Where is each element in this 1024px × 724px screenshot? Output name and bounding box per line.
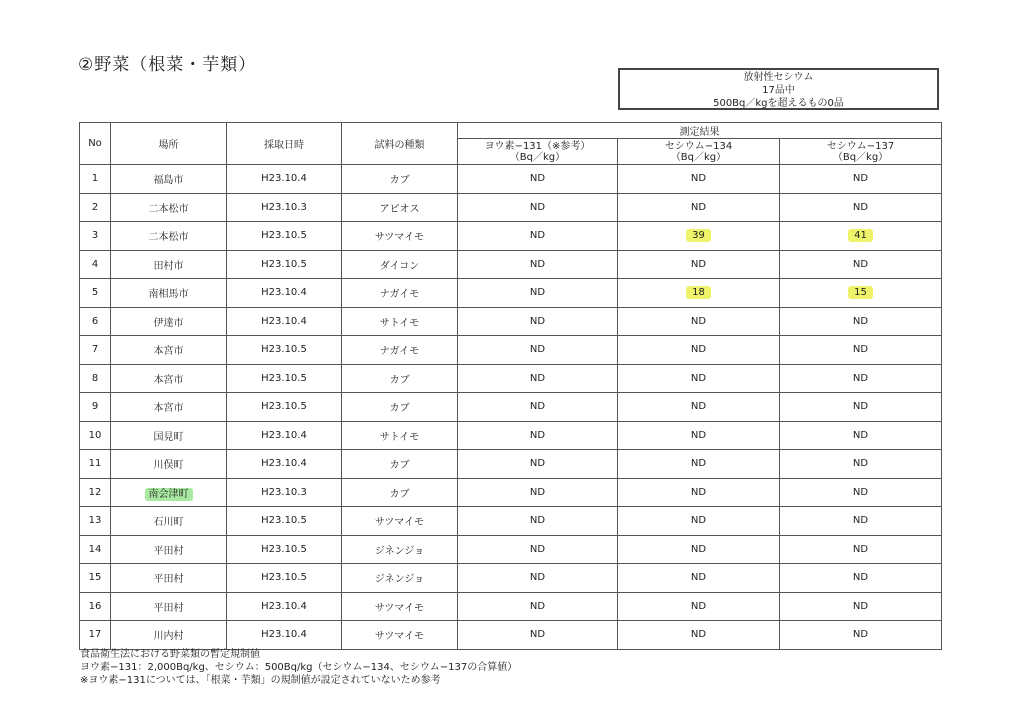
cell-no-value: 10 — [88, 429, 102, 441]
cell-date — [227, 450, 342, 479]
cell-date — [227, 250, 342, 279]
cell-cs137 — [780, 393, 942, 422]
cell-cs134-value: ND — [690, 629, 707, 641]
header-cs134-label: セシウム−134 — [664, 140, 733, 152]
header-i131 — [458, 139, 618, 165]
cell-sample-value: カブ — [389, 488, 410, 500]
cell-sample-value: カブ — [389, 374, 410, 386]
cell-date-value: H23.10.3 — [261, 486, 307, 498]
cell-i131-value: ND — [529, 344, 546, 356]
cell-i131 — [458, 507, 618, 536]
cell-no — [80, 193, 111, 222]
cell-date — [227, 621, 342, 650]
cell-i131-value: ND — [529, 230, 546, 242]
cell-i131 — [458, 222, 618, 251]
cell-sample-value: ダイコン — [379, 260, 420, 272]
cell-cs137-value: ND — [852, 315, 869, 327]
cell-date-value: H23.10.4 — [261, 429, 307, 441]
cell-date — [227, 478, 342, 507]
cell-no-value: 15 — [88, 572, 102, 584]
header-i131-unit: （Bq／kg） — [509, 151, 566, 163]
cell-date — [227, 393, 342, 422]
cell-cs137 — [780, 621, 942, 650]
cell-place — [111, 507, 227, 536]
cell-place-value: 石川町 — [153, 517, 184, 529]
cell-sample — [342, 478, 458, 507]
cell-sample — [342, 307, 458, 336]
cell-i131-value: ND — [529, 572, 546, 584]
cell-cs137-value: ND — [852, 515, 869, 527]
cell-sample-value: アピオス — [379, 203, 420, 215]
cell-date — [227, 279, 342, 308]
cell-date — [227, 364, 342, 393]
cell-i131 — [458, 450, 618, 479]
cell-no — [80, 279, 111, 308]
cell-date-value: H23.10.3 — [261, 201, 307, 213]
cell-cs134 — [618, 193, 780, 222]
cell-cs137 — [780, 592, 942, 621]
cell-cs137-value: ND — [852, 344, 869, 356]
cell-cs137 — [780, 478, 942, 507]
cell-date-value: H23.10.5 — [261, 230, 307, 242]
cell-no — [80, 364, 111, 393]
table-row — [80, 478, 942, 507]
cell-cs134 — [618, 535, 780, 564]
cell-sample-value: サツマイモ — [374, 232, 425, 244]
cell-cs134-value: 18 — [686, 286, 711, 299]
table-row — [80, 564, 942, 593]
cell-place-value: 本宮市 — [153, 374, 184, 386]
cell-i131 — [458, 592, 618, 621]
cell-place — [111, 621, 227, 650]
cell-place-value: 川俣町 — [153, 460, 184, 472]
cell-no — [80, 535, 111, 564]
cell-place-value: 二本松市 — [148, 203, 189, 215]
cell-sample — [342, 250, 458, 279]
header-sample: 試料の種類 — [342, 123, 458, 165]
cell-cs134 — [618, 478, 780, 507]
cell-place — [111, 450, 227, 479]
cell-no-value: 7 — [91, 344, 99, 356]
cell-cs134-value: ND — [690, 344, 707, 356]
cell-i131 — [458, 279, 618, 308]
cell-place-value: 福島市 — [153, 175, 184, 187]
cell-no — [80, 478, 111, 507]
cell-sample-value: サツマイモ — [374, 517, 425, 529]
cell-i131-value: ND — [529, 315, 546, 327]
cell-cs134 — [618, 450, 780, 479]
summary-line-3: 500Bq／kgを超えるもの0品 — [713, 98, 844, 109]
table-row — [80, 364, 942, 393]
header-place: 場所 — [111, 123, 227, 165]
cell-cs134-value: ND — [690, 572, 707, 584]
cell-no-value: 11 — [88, 458, 102, 470]
cell-sample — [342, 592, 458, 621]
cell-place — [111, 393, 227, 422]
cell-cs134 — [618, 592, 780, 621]
cell-i131 — [458, 621, 618, 650]
cell-sample — [342, 421, 458, 450]
table-row — [80, 450, 942, 479]
cell-cs134 — [618, 393, 780, 422]
cell-cs137-value: ND — [852, 372, 869, 384]
cell-cs134-value: ND — [690, 258, 707, 270]
cell-place-value: 南会津町 — [145, 488, 193, 501]
cell-sample — [342, 564, 458, 593]
cell-sample-value: サツマイモ — [374, 602, 425, 614]
cell-sample — [342, 364, 458, 393]
cell-date — [227, 507, 342, 536]
header-cs137 — [780, 139, 942, 165]
results-table-body — [80, 165, 942, 650]
cell-sample-value: ナガイモ — [379, 346, 420, 358]
summary-line-2: 17品中 — [762, 85, 795, 96]
cell-place-value: 二本松市 — [148, 232, 189, 244]
cell-date-value: H23.10.5 — [261, 344, 307, 356]
table-row — [80, 193, 942, 222]
cell-place-value: 国見町 — [153, 431, 184, 443]
cell-cs137 — [780, 165, 942, 194]
cell-place — [111, 364, 227, 393]
cell-no-value: 3 — [91, 230, 99, 242]
cell-cs137-value: ND — [852, 258, 869, 270]
header-cs137-unit: （Bq／kg） — [832, 151, 889, 163]
cell-place-value: 平田村 — [153, 574, 184, 586]
cell-sample-value: カブ — [389, 460, 410, 472]
cell-cs137-value: ND — [852, 572, 869, 584]
cell-no — [80, 564, 111, 593]
cell-no-value: 2 — [91, 201, 99, 213]
cell-date-value: H23.10.5 — [261, 515, 307, 527]
cell-i131-value: ND — [529, 629, 546, 641]
cell-no-value: 8 — [91, 372, 99, 384]
cell-cs137-value: ND — [852, 429, 869, 441]
cell-i131 — [458, 421, 618, 450]
cell-date-value: H23.10.4 — [261, 600, 307, 612]
cell-sample — [342, 535, 458, 564]
cell-sample-value: カブ — [389, 175, 410, 187]
cell-cs134-value: ND — [690, 173, 707, 185]
cell-date-value: H23.10.5 — [261, 543, 307, 555]
cell-cs137-value: 41 — [848, 229, 873, 242]
cell-sample — [342, 336, 458, 365]
cell-cs134 — [618, 364, 780, 393]
cell-cs134 — [618, 336, 780, 365]
cell-i131 — [458, 336, 618, 365]
table-row — [80, 393, 942, 422]
cell-sample-value: サトイモ — [379, 317, 420, 329]
cell-cs134-value: ND — [690, 486, 707, 498]
summary-line-1: 放射性セシウム — [743, 72, 814, 83]
cell-date — [227, 165, 342, 194]
cell-i131 — [458, 307, 618, 336]
cell-place-value: 本宮市 — [153, 403, 184, 415]
cell-i131-value: ND — [529, 600, 546, 612]
cell-cs134-value: ND — [690, 515, 707, 527]
cell-cs134-value: ND — [690, 429, 707, 441]
cell-cs134 — [618, 564, 780, 593]
cell-sample — [342, 450, 458, 479]
cell-date-value: H23.10.4 — [261, 629, 307, 641]
cell-cs137 — [780, 307, 942, 336]
cell-cs137-value: 15 — [848, 286, 873, 299]
cell-cs137 — [780, 564, 942, 593]
cell-cs137 — [780, 364, 942, 393]
cell-place-value: 南相馬市 — [148, 289, 189, 301]
table-row — [80, 307, 942, 336]
cell-i131-value: ND — [529, 287, 546, 299]
cell-sample-value: ジネンジョ — [374, 574, 425, 586]
cell-cs137 — [780, 507, 942, 536]
cell-no — [80, 393, 111, 422]
cell-i131-value: ND — [529, 372, 546, 384]
cell-date — [227, 564, 342, 593]
cell-i131-value: ND — [529, 515, 546, 527]
cell-cs137-value: ND — [852, 629, 869, 641]
cell-cs134 — [618, 250, 780, 279]
cell-no-value: 1 — [91, 173, 99, 185]
cell-i131 — [458, 564, 618, 593]
cell-no-value: 6 — [91, 315, 99, 327]
header-cs134-unit: （Bq／kg） — [670, 151, 727, 163]
cell-date — [227, 336, 342, 365]
page-title: ②野菜（根菜・芋類） — [78, 55, 257, 75]
table-row — [80, 507, 942, 536]
cell-i131 — [458, 364, 618, 393]
summary-box — [618, 68, 939, 110]
cell-cs134-value: ND — [690, 600, 707, 612]
table-row — [80, 621, 942, 650]
cell-cs134 — [618, 279, 780, 308]
cell-cs137 — [780, 193, 942, 222]
cell-place — [111, 478, 227, 507]
cell-cs137 — [780, 279, 942, 308]
cell-sample-value: ジネンジョ — [374, 545, 425, 557]
cell-no — [80, 336, 111, 365]
footnotes — [80, 648, 517, 687]
cell-cs134-value: 39 — [686, 229, 711, 242]
cell-cs134 — [618, 222, 780, 251]
cell-no-value: 17 — [88, 629, 102, 641]
cell-no-value: 9 — [91, 401, 99, 413]
cell-sample-value: カブ — [389, 403, 410, 415]
cell-cs134-value: ND — [690, 458, 707, 470]
cell-place — [111, 592, 227, 621]
cell-i131-value: ND — [529, 401, 546, 413]
cell-no — [80, 621, 111, 650]
cell-place — [111, 336, 227, 365]
table-row — [80, 592, 942, 621]
cell-place — [111, 307, 227, 336]
cell-place — [111, 222, 227, 251]
cell-i131 — [458, 250, 618, 279]
footnote-line-1: 食品衛生法における野菜類の暫定規制値 — [80, 649, 260, 660]
cell-sample — [342, 279, 458, 308]
cell-cs137-value: ND — [852, 486, 869, 498]
cell-cs137 — [780, 336, 942, 365]
cell-i131-value: ND — [529, 458, 546, 470]
cell-cs134-value: ND — [690, 401, 707, 413]
cell-i131 — [458, 393, 618, 422]
cell-sample — [342, 193, 458, 222]
cell-no — [80, 165, 111, 194]
cell-no-value: 12 — [88, 486, 102, 498]
cell-date — [227, 307, 342, 336]
cell-i131-value: ND — [529, 173, 546, 185]
table-row — [80, 250, 942, 279]
cell-sample-value: サトイモ — [379, 431, 420, 443]
cell-place-value: 本宮市 — [153, 346, 184, 358]
header-date: 採取日時 — [227, 123, 342, 165]
cell-sample — [342, 393, 458, 422]
table-row — [80, 279, 942, 308]
cell-place — [111, 564, 227, 593]
cell-date-value: H23.10.4 — [261, 287, 307, 299]
cell-cs137-value: ND — [852, 543, 869, 555]
cell-sample-value: サツマイモ — [374, 631, 425, 643]
cell-place-value: 平田村 — [153, 545, 184, 557]
table-row — [80, 421, 942, 450]
cell-cs134-value: ND — [690, 315, 707, 327]
cell-cs137-value: ND — [852, 600, 869, 612]
cell-date — [227, 193, 342, 222]
cell-i131 — [458, 165, 618, 194]
cell-place-value: 川内村 — [153, 631, 184, 643]
cell-i131 — [458, 193, 618, 222]
cell-place — [111, 421, 227, 450]
cell-sample — [342, 222, 458, 251]
cell-i131 — [458, 535, 618, 564]
cell-date — [227, 421, 342, 450]
cell-cs137 — [780, 421, 942, 450]
cell-no-value: 14 — [88, 543, 102, 555]
cell-i131-value: ND — [529, 543, 546, 555]
cell-no — [80, 450, 111, 479]
cell-sample — [342, 621, 458, 650]
cell-sample — [342, 507, 458, 536]
cell-i131-value: ND — [529, 486, 546, 498]
cell-date-value: H23.10.5 — [261, 401, 307, 413]
cell-no-value: 4 — [91, 258, 99, 270]
footnote-line-3: ※ヨウ素−131については、「根菜・芋類」の規制値が設定されていないため参考 — [80, 675, 441, 686]
table-row — [80, 222, 942, 251]
cell-no — [80, 307, 111, 336]
cell-cs134-value: ND — [690, 201, 707, 213]
cell-date-value: H23.10.4 — [261, 315, 307, 327]
header-cs137-label: セシウム−137 — [826, 140, 895, 152]
cell-sample — [342, 165, 458, 194]
cell-date-value: H23.10.5 — [261, 258, 307, 270]
header-i131-label: ヨウ素−131（※参考） — [484, 140, 591, 152]
table-row — [80, 336, 942, 365]
cell-cs137-value: ND — [852, 458, 869, 470]
cell-place — [111, 193, 227, 222]
cell-no — [80, 421, 111, 450]
cell-cs134 — [618, 621, 780, 650]
cell-cs134 — [618, 421, 780, 450]
cell-date — [227, 535, 342, 564]
cell-cs134 — [618, 507, 780, 536]
cell-i131 — [458, 478, 618, 507]
cell-no — [80, 222, 111, 251]
cell-cs137-value: ND — [852, 201, 869, 213]
cell-cs137 — [780, 250, 942, 279]
results-table — [79, 122, 942, 650]
cell-cs137 — [780, 450, 942, 479]
cell-date-value: H23.10.5 — [261, 372, 307, 384]
header-cs134 — [618, 139, 780, 165]
cell-date — [227, 592, 342, 621]
cell-cs134 — [618, 307, 780, 336]
footnote-line-2: ヨウ素−131：2,000Bq/kg、セシウム：500Bq/kg（セシウム−134、セシウム−137の合算値） — [80, 662, 518, 673]
cell-no — [80, 507, 111, 536]
cell-place — [111, 250, 227, 279]
cell-cs137 — [780, 535, 942, 564]
cell-cs137 — [780, 222, 942, 251]
table-row — [80, 535, 942, 564]
header-results: 測定結果 — [458, 123, 942, 139]
cell-i131-value: ND — [529, 258, 546, 270]
cell-place-value: 平田村 — [153, 602, 184, 614]
header-no: No — [80, 123, 111, 165]
cell-place-value: 田村市 — [153, 260, 184, 272]
cell-date-value: H23.10.4 — [261, 173, 307, 185]
cell-i131-value: ND — [529, 429, 546, 441]
table-row — [80, 165, 942, 194]
cell-no-value: 16 — [88, 600, 102, 612]
cell-no — [80, 592, 111, 621]
cell-date — [227, 222, 342, 251]
cell-cs137-value: ND — [852, 401, 869, 413]
cell-place — [111, 535, 227, 564]
cell-cs134-value: ND — [690, 372, 707, 384]
cell-i131-value: ND — [529, 201, 546, 213]
cell-no-value: 5 — [91, 287, 99, 299]
cell-no-value: 13 — [88, 515, 102, 527]
cell-cs137-value: ND — [852, 173, 869, 185]
cell-date-value: H23.10.5 — [261, 572, 307, 584]
cell-place — [111, 279, 227, 308]
cell-place — [111, 165, 227, 194]
cell-cs134-value: ND — [690, 543, 707, 555]
cell-cs134 — [618, 165, 780, 194]
cell-date-value: H23.10.4 — [261, 458, 307, 470]
cell-place-value: 伊達市 — [153, 317, 184, 329]
cell-sample-value: ナガイモ — [379, 289, 420, 301]
cell-no — [80, 250, 111, 279]
